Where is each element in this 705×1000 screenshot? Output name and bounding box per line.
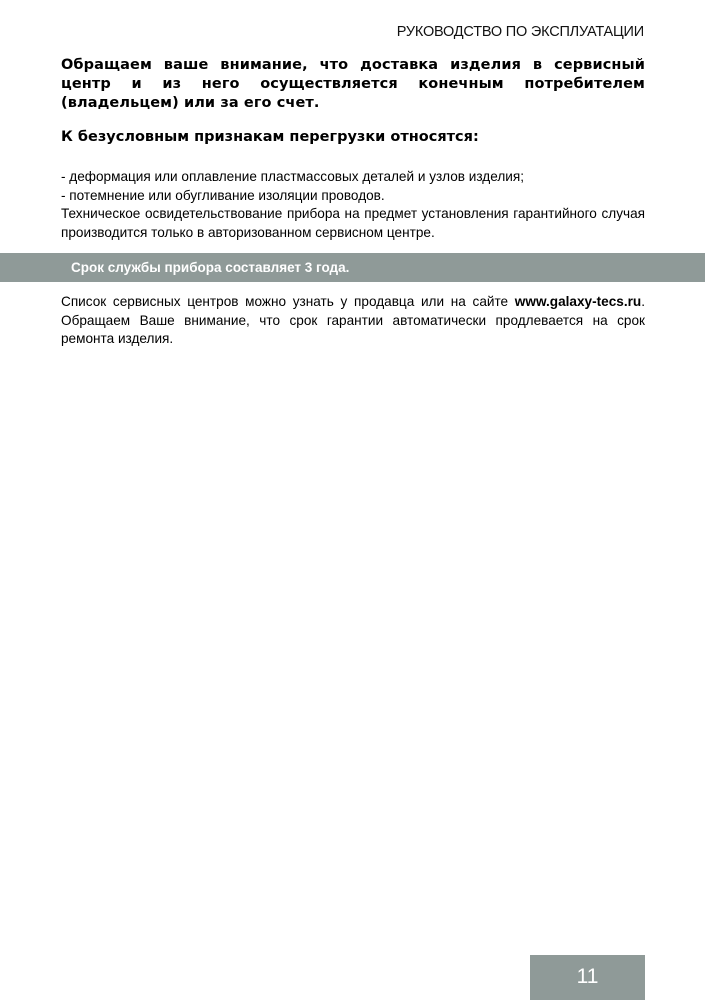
service-centers-text: Список сервисных центров можно узнать у продавца или на сайте: [61, 294, 515, 309]
inspection-paragraph: Техническое освидетельствование прибора на предмет установления гарантийного случая производится только в авторизованном сервисном центре.: [61, 206, 645, 240]
service-life-text: Срок службы прибора составляет 3 года.: [71, 260, 350, 275]
document-header-title: РУКОВОДСТВО ПО ЭКСПЛУАТАЦИИ: [396, 24, 644, 40]
service-life-banner: [0, 253, 705, 282]
overload-signs-heading: К безусловным признакам перегрузки относятся:: [61, 129, 479, 145]
overload-sign-item: - потемнение или обугливание изоляции проводов.: [61, 187, 385, 203]
page-number: 11: [576, 965, 599, 988]
overload-sign-item: - деформация или оплавление пластмассовых деталей и узлов изделия;: [61, 169, 524, 184]
page-number-box: [530, 955, 645, 1000]
service-centers-paragraph: [61, 293, 645, 349]
website-link[interactable]: www.galaxy-tecs.ru: [514, 294, 642, 309]
overload-signs-section: [61, 168, 645, 242]
warranty-extension-text: . Обращаем Ваше внимание, что срок гарантии автоматически продлевается на срок ремонта изделия.: [61, 294, 645, 346]
delivery-notice: Обращаем ваше внимание, что доставка изделия в сервисный центр и из него осуществляется конечным потребителем (владельцем) или за его счет.: [61, 57, 645, 111]
